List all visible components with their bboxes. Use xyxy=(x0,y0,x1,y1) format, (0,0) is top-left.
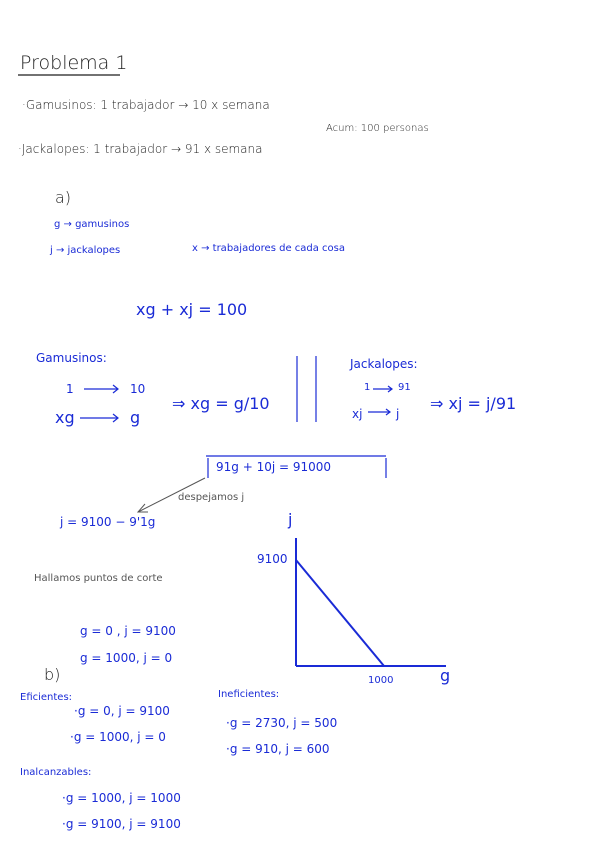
jackalopes-row2-left: xj xyxy=(352,407,363,421)
inalcanzables-item-2: ·g = 9100, j = 9100 xyxy=(62,817,181,831)
g-definition: g → gamusinos xyxy=(54,219,130,230)
part-a-label: a) xyxy=(55,188,72,207)
gamusinos-result: ⇒ xg = g/10 xyxy=(172,394,270,413)
eficientes-item-1: ·g = 0, j = 9100 xyxy=(74,704,170,718)
j-definition: j → jackalopes xyxy=(50,245,121,256)
j-solved: j = 9100 − 9'1g xyxy=(60,515,156,529)
cut-point-1: g = 0 , j = 9100 xyxy=(80,624,176,638)
ineficientes-heading: Ineficientes: xyxy=(218,689,280,700)
eficientes-item-2: ·g = 1000, j = 0 xyxy=(70,730,166,744)
jackalopes-row1-left: 1 xyxy=(364,382,371,393)
boxed-equation: 91g + 10j = 91000 xyxy=(216,460,332,474)
page-title: Problema 1 xyxy=(20,52,128,74)
ineficientes-item-1: ·g = 2730, j = 500 xyxy=(226,716,338,730)
inalcanzables-item-1: ·g = 1000, j = 1000 xyxy=(62,791,181,805)
gamusinos-row1-left: 1 xyxy=(66,382,74,396)
x-axis-label: g xyxy=(440,666,451,685)
eficientes-heading: Eficientes: xyxy=(20,692,73,703)
x-intercept-label: 1000 xyxy=(368,675,394,686)
jackalopes-heading: Jackalopes: xyxy=(350,357,418,371)
inalcanzables-heading: Inalcanzables: xyxy=(20,767,92,778)
gamusinos-row2-left: xg xyxy=(55,408,75,427)
despejamos-note: despejamos j xyxy=(178,492,245,503)
y-axis-label: j xyxy=(288,510,293,529)
gamusinos-row1-right: 10 xyxy=(130,382,146,396)
ppf-line xyxy=(296,560,384,666)
workers-equation: xg + xj = 100 xyxy=(136,300,248,319)
part-b-label: b) xyxy=(44,665,61,684)
x-definition: x → trabajadores de cada cosa xyxy=(192,243,346,254)
jackalopes-rate: ·Jackalopes: 1 trabajador → 91 x semana xyxy=(18,142,263,156)
jackalopes-row2-right: j xyxy=(396,407,400,421)
ineficientes-item-2: ·g = 910, j = 600 xyxy=(226,742,330,756)
jackalopes-result: ⇒ xj = j/91 xyxy=(430,394,517,413)
cut-point-2: g = 1000, j = 0 xyxy=(80,651,173,665)
cut-points-heading: Hallamos puntos de corte xyxy=(34,573,163,584)
gamusinos-rate: ·Gamusinos: 1 trabajador → 10 x semana xyxy=(22,98,270,112)
jackalopes-row1-right: 91 xyxy=(398,382,411,393)
gamusinos-row2-right: g xyxy=(130,408,141,427)
acum-note: Acum: 100 personas xyxy=(326,123,429,134)
y-intercept-label: 9100 xyxy=(257,552,288,566)
gamusinos-heading: Gamusinos: xyxy=(36,351,107,365)
